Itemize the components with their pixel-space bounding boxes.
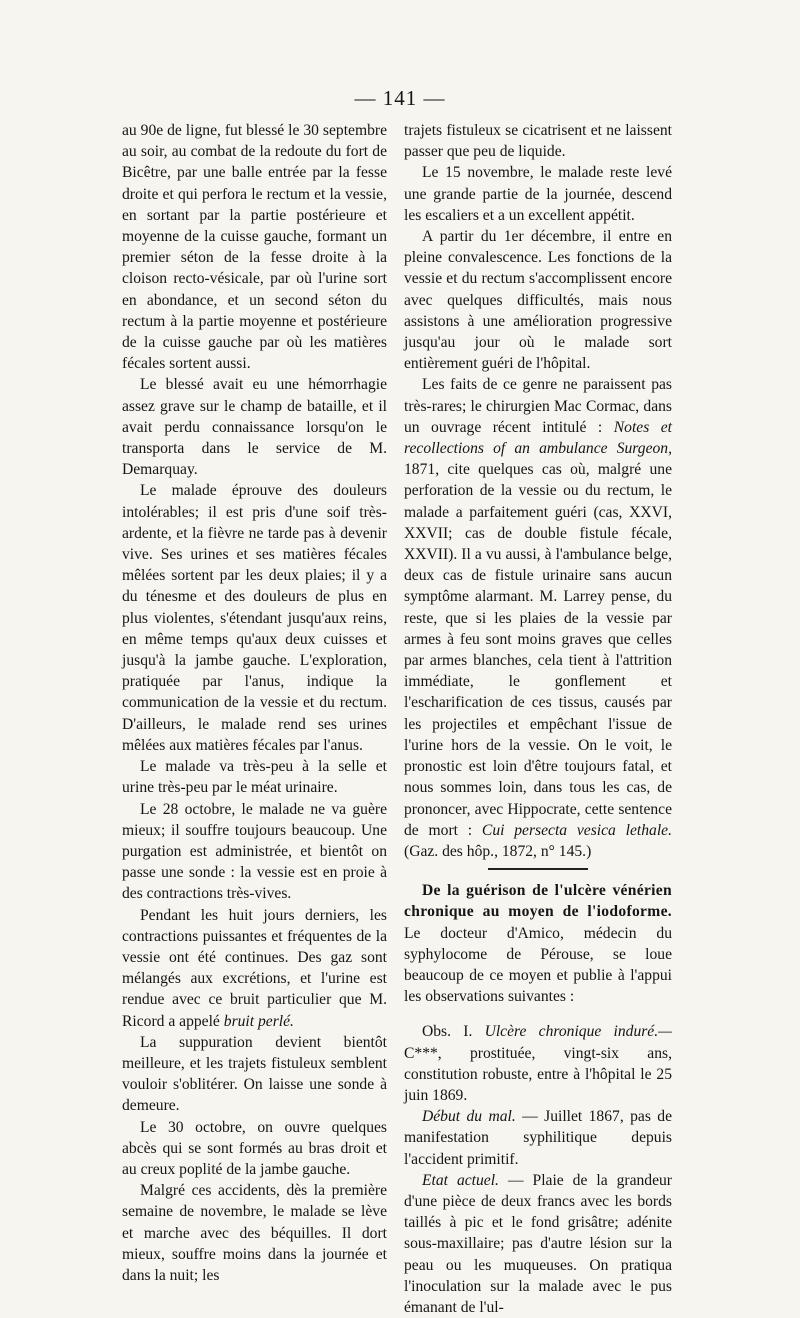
paragraph xyxy=(404,1106,672,1170)
section-divider xyxy=(488,868,588,870)
italic-term: bruit perlé. xyxy=(223,1012,294,1030)
paragraph: au 90e de ligne, fut blessé le 30 septembre au soir, au combat de la redoute du fort de Bicêtre, par une balle entrée par la fesse droite et qui perfora le rectum et la vessie, en sortant par la partie postérieure et moyenne de la cuisse gauche, formant un premier séton de la fesse droite à la cloison recto-vésicale, par où l'urine sort en abondance, et un second séton du rectum à la partie moyenne et postérieure de la cuisse gauche par où les matières fécales sortent aussi. xyxy=(122,122,387,373)
section-heading: De la guérison de l'ulcère vénérien chronique au moyen de l'iodoforme. xyxy=(404,882,672,921)
paragraph-text: Le docteur d'Amico, médecin du syphylocome de Pérouse, se loue beaucoup de ce moyen et publie à l'appui les observations suivantes : xyxy=(404,924,672,1006)
paragraph: Le malade va très-peu à la selle et urine très-peu par le méat urinaire. xyxy=(122,758,387,797)
paragraph: Le 28 octobre, le malade ne va guère mieux; il souffre toujours beaucoup. Une purgation est administrée, et bientôt on passe une sonde : la vessie est en proie à des contractions très-vives. xyxy=(122,800,387,903)
paragraph: Le malade éprouve des douleurs intolérables; il est pris d'une soif très-ardente, et la fièvre ne tarde pas à devenir vive. Ses urines et ses matières fécales mêlées sortent par les deux plaies; il y a du ténesme et des douleurs de plus en plus violentes, s'étendant jusqu'aux reins, en même temps qu'aux deux cuisses et jusqu'à la jambe gauche. L'exploration, pratiquée par l'anus, indique la communication de la vessie et du rectum. D'ailleurs, le malade rend ses urines mêlées aux matières fécales par l'anus. xyxy=(122,482,387,754)
citation: (Gaz. des hôp., 1872, n° 145.) xyxy=(404,842,592,860)
paragraph xyxy=(122,905,387,1032)
obs-title: Ulcère chronique induré.— xyxy=(484,1023,672,1041)
left-column xyxy=(122,120,387,1286)
paragraph xyxy=(404,1021,672,1106)
paragraph: Le 15 novembre, le malade reste levé une grande partie de la journée, descend les escaliers et a un excellent appétit. xyxy=(404,164,672,224)
subheading: Etat actuel. xyxy=(422,1171,499,1189)
book-title: Notes et recollections of an ambulance Surgeon, xyxy=(404,418,672,458)
paragraph-text: C***, prostituée, vingt-six ans, constitution robuste, entre à l'hôpital le 25 juin 1869. xyxy=(404,1044,672,1104)
latin-quote: Cui persecta vesica lethale. xyxy=(481,821,672,839)
right-column xyxy=(404,120,672,1318)
paragraph: A partir du 1er décembre, il entre en pleine convalescence. Les fonctions de la vessie et du rectum s'accomplissent encore avec quelques difficultés, mais nous assistons à une amélioration progressive jusqu'au jour où le malade sort entièrement guéri de l'hôpital. xyxy=(404,228,672,373)
paragraph-text: 1871, cite quelques cas où, malgré une perforation de la vessie ou du rectum, le malade a parfaitement guéri (cas, XXVI, XXVII; cas de double fistule fécale, XXVII). Il a vu aussi, à l'ambulance belge, deux cas de fistule urinaire sans aucun symptôme alarmant. M. Larrey pense, du reste, que si les plaies de la vessie par armes à feu sont moins graves que celles par armes blanches, cela tient à l'attrition immédiate, le gonflement et l'escharification de ces tissus, causés par les projectiles et empêchant l'issue de l'urine hors de la vessie. On le voit, le pronostic est loin d'être toujours fatal, et nous sommes loin, dans tous les cas, de prononcer, avec Hippocrate, cette sentence de mort : xyxy=(404,461,672,839)
obs-label: Obs. I. xyxy=(422,1023,473,1041)
paragraph-text: Les faits de ce genre ne paraissent pas très-rares; le chirurgien Mac Cormac, dans un ouvrage récent intitulé : xyxy=(404,376,672,436)
paragraph: Le 30 octobre, on ouvre quelques abcès qui se sont formés au bras droit et au creux poplité de la jambe gauche. xyxy=(122,1118,387,1178)
paragraph-text: — Plaie de la grandeur d'une pièce de deux francs avec les bords taillés à pic et le fond grisâtre; adénite sous-maxillaire; pas d'autre lésion sur la peau ou les muqueuses. On pratiqua l'inoculation sur la malade avec le pus émanant de l'ul- xyxy=(404,1171,672,1316)
paragraph: trajets fistuleux se cicatrisent et ne laissent passer que peu de liquide. xyxy=(404,122,672,161)
paragraph-text: — Juillet 1867, pas de manifestation syphilitique depuis l'accident primitif. xyxy=(404,1108,672,1168)
paragraph xyxy=(404,1170,672,1318)
page-number: — 141 — xyxy=(354,86,446,110)
paragraph: Malgré ces accidents, dès la première semaine de novembre, le malade se lève et marche avec des béquilles. Il dort mieux, souffre moins dans la journée et dans la nuit; les xyxy=(122,1182,387,1284)
subheading: Début du mal. xyxy=(422,1108,516,1126)
paragraph xyxy=(404,374,672,862)
paragraph: La suppuration devient bientôt meilleure, et les trajets fistuleux semblent vouloir s'oblitérer. On laisse une sonde à demeure. xyxy=(122,1033,387,1115)
paragraph: Le blessé avait eu une hémorrhagie assez grave sur le champ de bataille, et il avait perdu connaissance lorsqu'on le transporta dans le service de M. Demarquay. xyxy=(122,376,387,479)
paragraph xyxy=(404,880,672,1007)
paragraph-text: Pendant les huit jours derniers, les contractions puissantes et fréquentes de la vessie ont été continues. Des gaz sont mélangés aux excrétions, et l'urine est rendue avec ce bruit particulier que M. Ricord a appelé xyxy=(122,906,387,1030)
spacer xyxy=(404,1007,672,1021)
